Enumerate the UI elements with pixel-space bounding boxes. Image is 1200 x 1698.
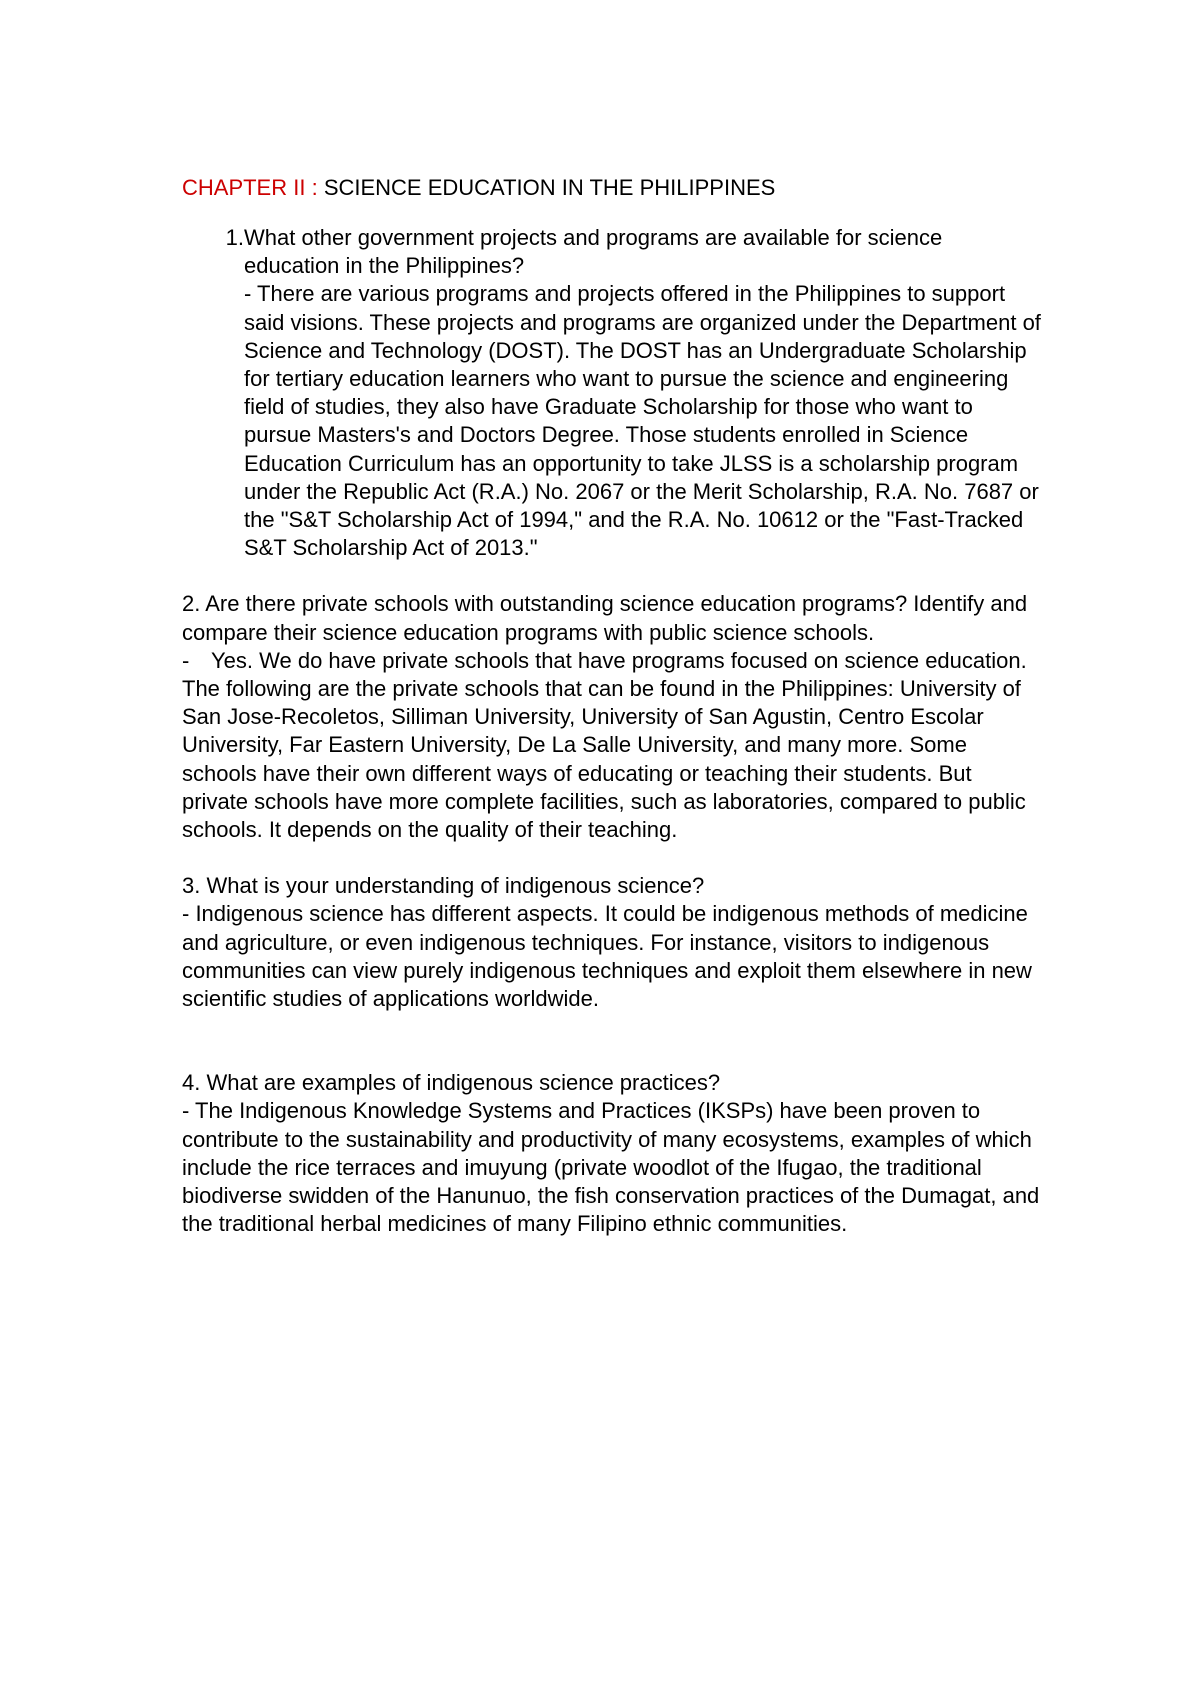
chapter-colon: : — [305, 175, 324, 200]
question-3-block — [182, 872, 1042, 1013]
chapter-label: CHAPTER II — [182, 175, 306, 200]
chapter-heading: SCIENCE EDUCATION IN THE PHILIPPINES — [323, 175, 776, 200]
question-1-text: What other government projects and programs are available for science education in the Philippines? — [244, 225, 943, 279]
page-title — [182, 174, 1042, 202]
spacer — [182, 1013, 1042, 1069]
question-1-number: 1. — [225, 225, 244, 250]
document-body — [182, 174, 1042, 1239]
answer-4-text: - The Indigenous Knowledge Systems and Practices (IKSPs) have been proven to contribute to the sustainability and productivity of many ecosystems, examples of which include the rice terraces and imuyung (private woodlot of the Ifugao, the traditional biodiverse swidden of the Hanunuo, the fish conservation practices of the Dumagat, and the traditional herbal medicines of many Filipino ethnic communities. — [182, 1098, 1040, 1237]
question-4-text: 4. What are examples of indigenous science practices? — [182, 1070, 721, 1096]
spacer — [182, 844, 1042, 872]
spacer — [182, 562, 1042, 590]
question-2-text: 2. Are there private schools with outstanding science education programs? Identify and compare their science education programs with public science schools. — [182, 591, 1028, 645]
answer-1-text: - There are various programs and projects offered in the Philippines to support said visions. These projects and programs are organized under the Department of Science and Technology (DOST). The DOST has an Undergraduate Scholarship for tertiary education learners who want to pursue the science and engineering field of studies, they also have Graduate Scholarship for those who want to pursue Masters's and Doctors Degree. Those students enrolled in Science Education Curriculum has an opportunity to take JLSS is a scholarship program under the Republic Act (R.A.) No. 2067 or the Merit Scholarship, R.A. No. 7687 or the "S&T Scholarship Act of 1994," and the R.A. No. 10612 or the "Fast-Tracked S&T Scholarship Act of 2013." — [244, 281, 1041, 561]
question-2-block — [182, 590, 1042, 844]
question-3-text: 3. What is your understanding of indigenous science? — [182, 873, 705, 899]
answer-2-dash: - — [182, 647, 190, 673]
question-4-block — [182, 1069, 1042, 1238]
answer-3-text: - Indigenous science has different aspects. It could be indigenous methods of medicine and agriculture, or even indigenous techniques. For instance, visitors to indigenous communities can view purely indigenous techniques and exploit them elsewhere in new scientific studies of applications worldwide. — [182, 901, 1032, 1012]
answer-2-text — [182, 647, 1042, 844]
question-1-block — [182, 224, 1042, 562]
answer-2-body: Yes. We do have private schools that have programs focused on science education. The following are the private schools that can be found in the Philippines: University of San Jose-Recoletos, Silliman University, University of San Agustin, Centro Escolar University, Far Eastern University, De La Salle University, and many more. Some schools have their own different ways of educating or teaching their students. But private schools have more complete facilities, such as laboratories, compared to public schools. It depends on the quality of their teaching. — [182, 647, 1027, 843]
